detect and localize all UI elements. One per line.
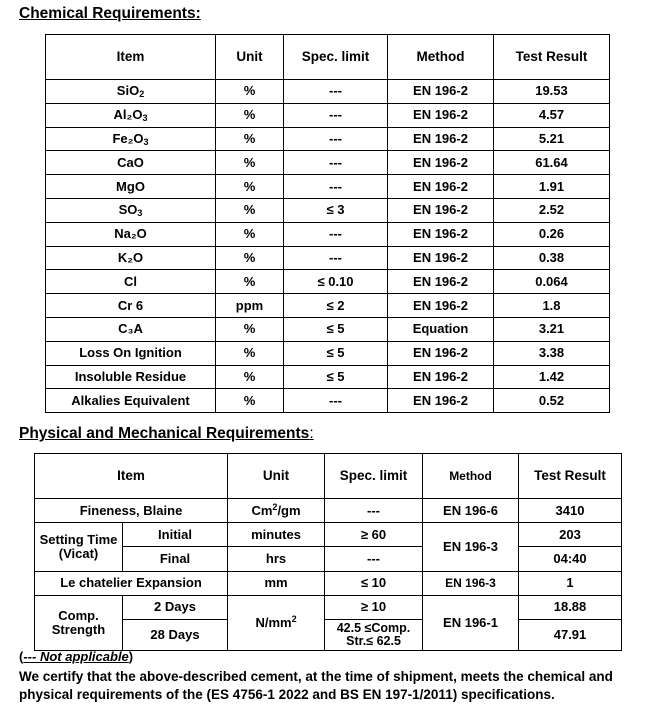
chem-spec-limit <box>284 198 388 222</box>
chem-test-result <box>494 341 610 365</box>
chem-test-result-text: 3.21 <box>538 321 565 337</box>
chem-test-result-text: 3.38 <box>538 345 565 361</box>
strength-28days-result: 47.91 <box>519 619 622 650</box>
chem-method-text: EN 196-2 <box>413 368 468 384</box>
header-item: Item <box>46 35 216 80</box>
table-row <box>35 595 622 619</box>
strength-unit-sup: 2 <box>291 613 297 624</box>
chem-test-result <box>494 222 610 246</box>
table-row <box>46 389 610 413</box>
chem-method <box>388 127 494 151</box>
physical-heading-text: Physical and Mechanical Requirements <box>19 425 310 442</box>
chem-spec-limit-text: --- <box>329 392 342 408</box>
chem-item <box>46 103 216 127</box>
certification-statement: We certify that the above-described cement, at the time of shipment, meets the chemical and physical requirements of the (ES 4756-1 2022 and BS EN 197-1/2011) specifications. <box>19 669 613 702</box>
chem-method-text: EN 196-2 <box>413 297 468 313</box>
chem-item-text: Cl <box>124 273 137 289</box>
table-row <box>46 246 610 270</box>
chem-unit-text: % <box>243 368 256 384</box>
chem-item-subscript: 3 <box>142 113 148 124</box>
physical-requirements-heading <box>19 425 314 443</box>
chem-method-text: EN 196-2 <box>413 202 468 218</box>
strength-2days-result: 18.88 <box>519 595 622 619</box>
table-row <box>35 571 622 595</box>
table-row <box>35 523 622 547</box>
table-row <box>46 175 610 199</box>
chem-method-text: EN 196-2 <box>413 392 468 408</box>
chem-item <box>46 341 216 365</box>
chem-test-result <box>494 198 610 222</box>
strength-28days-label: 28 Days <box>123 619 228 650</box>
chem-test-result <box>494 103 610 127</box>
chem-spec-limit-text: ≤ 5 <box>326 321 345 337</box>
chem-unit-text: % <box>243 202 256 218</box>
setting-method: EN 196-3 <box>423 523 519 571</box>
setting-final-label: Final <box>123 547 228 571</box>
fineness-unit <box>228 499 325 523</box>
table-row <box>35 499 622 523</box>
chem-test-result-text: 0.38 <box>538 249 565 265</box>
chem-unit-text: % <box>243 345 256 361</box>
chem-unit <box>216 294 284 318</box>
strength-28days-spec <box>325 619 423 650</box>
chem-unit <box>216 341 284 365</box>
chem-method <box>388 198 494 222</box>
chemical-header-row <box>46 35 610 80</box>
chem-spec-limit <box>284 246 388 270</box>
chem-unit-text: % <box>243 107 256 123</box>
header-spec-limit: Spec. limit <box>284 35 388 80</box>
chem-spec-limit <box>284 103 388 127</box>
chem-unit-text: % <box>243 130 256 146</box>
setting-initial-result: 203 <box>519 523 622 547</box>
chem-method-text: EN 196-2 <box>413 226 468 242</box>
chem-spec-limit <box>284 175 388 199</box>
chem-test-result <box>494 270 610 294</box>
chem-item-text: C₃A <box>118 321 143 337</box>
strength-unit <box>228 595 325 650</box>
fineness-spec: --- <box>325 499 423 523</box>
chem-spec-limit <box>284 317 388 341</box>
chem-unit <box>216 270 284 294</box>
chem-test-result <box>494 80 610 104</box>
chem-method <box>388 80 494 104</box>
chem-method-text: EN 196-2 <box>413 107 468 123</box>
chemical-requirements-table <box>45 34 610 413</box>
setting-final-result: 04:40 <box>519 547 622 571</box>
chem-method <box>388 175 494 199</box>
chem-unit <box>216 365 284 389</box>
phys-header-item: Item <box>35 454 228 499</box>
strength-2days-spec: ≥ 10 <box>325 595 423 619</box>
chem-unit <box>216 317 284 341</box>
chem-item-text: MgO <box>116 178 145 194</box>
chem-item <box>46 127 216 151</box>
chem-unit-text: ppm <box>235 297 264 313</box>
chem-spec-limit-text: --- <box>329 107 342 123</box>
chem-item <box>46 294 216 318</box>
chem-test-result <box>494 127 610 151</box>
table-row <box>46 198 610 222</box>
note-close-paren: ) <box>128 649 134 664</box>
chem-item-text: SiO <box>116 83 140 99</box>
chem-unit-text: % <box>243 249 256 265</box>
chem-unit <box>216 80 284 104</box>
chem-unit-text: % <box>243 321 256 337</box>
chem-item-text: Insoluble Residue <box>74 368 187 384</box>
chem-method-text: Equation <box>412 321 469 337</box>
chem-test-result-text: 1.91 <box>538 178 565 194</box>
chem-item <box>46 270 216 294</box>
table-row <box>46 80 610 104</box>
chem-unit-text: % <box>243 392 256 408</box>
chem-test-result-text: 19.53 <box>535 83 568 99</box>
chem-spec-limit-text: ≤ 5 <box>326 345 345 361</box>
note-open-paren: ( <box>19 649 24 664</box>
chem-spec-limit-text: ≤ 5 <box>326 368 345 384</box>
chem-spec-limit-text: --- <box>329 178 342 194</box>
chem-item-text: Alkalies Equivalent <box>71 392 190 408</box>
chem-method <box>388 246 494 270</box>
setting-final-unit: hrs <box>228 547 325 571</box>
chem-spec-limit <box>284 222 388 246</box>
chem-unit <box>216 127 284 151</box>
chem-spec-limit <box>284 341 388 365</box>
phys-header-unit: Unit <box>228 454 325 499</box>
chem-unit-text: % <box>243 154 256 170</box>
chem-method-text: EN 196-2 <box>413 345 468 361</box>
chem-test-result <box>494 246 610 270</box>
chem-unit-text: % <box>243 83 256 99</box>
table-row <box>35 547 622 571</box>
phys-header-test-result: Test Result <box>519 454 622 499</box>
chem-spec-limit <box>284 389 388 413</box>
chem-unit <box>216 151 284 175</box>
lechatelier-result: 1 <box>519 571 622 595</box>
table-row <box>46 222 610 246</box>
setting-final-spec: --- <box>325 547 423 571</box>
header-unit: Unit <box>216 35 284 80</box>
chem-spec-limit-text: --- <box>329 130 342 146</box>
chem-item-text: Na₂O <box>114 226 147 242</box>
chem-method <box>388 341 494 365</box>
chem-spec-limit <box>284 80 388 104</box>
table-row <box>46 294 610 318</box>
chem-item <box>46 246 216 270</box>
chem-item-subscript: 3 <box>143 136 149 147</box>
table-row <box>46 341 610 365</box>
chem-method-text: EN 196-2 <box>413 178 468 194</box>
chem-item <box>46 222 216 246</box>
chem-unit-text: % <box>243 226 256 242</box>
chem-spec-limit <box>284 127 388 151</box>
chem-test-result <box>494 389 610 413</box>
fineness-item: Fineness, Blaine <box>35 499 228 523</box>
chem-unit <box>216 222 284 246</box>
strength-28days-spec-line2: Str.≤ 62.5 <box>346 633 401 648</box>
chem-item-text: Fe₂O <box>112 130 144 146</box>
setting-initial-spec: ≥ 60 <box>325 523 423 547</box>
chem-item-subscript: 2 <box>139 89 145 100</box>
strength-2days-label: 2 Days <box>123 595 228 619</box>
chem-spec-limit-text: --- <box>329 226 342 242</box>
chem-method <box>388 270 494 294</box>
chem-test-result-text: 0.52 <box>538 392 565 408</box>
chem-spec-limit <box>284 294 388 318</box>
chem-method <box>388 365 494 389</box>
strength-28days-spec-line1: 42.5 ≤Comp. <box>336 620 411 635</box>
not-applicable-note <box>19 649 133 664</box>
fineness-method: EN 196-6 <box>423 499 519 523</box>
chem-item-text: K₂O <box>117 249 144 265</box>
chem-test-result <box>494 317 610 341</box>
chem-test-result <box>494 175 610 199</box>
table-row <box>46 127 610 151</box>
header-method: Method <box>388 35 494 80</box>
chemical-requirements-heading: Chemical Requirements: <box>19 5 201 22</box>
chem-method-text: EN 196-2 <box>413 273 468 289</box>
chem-item <box>46 175 216 199</box>
chem-unit <box>216 389 284 413</box>
table-row <box>46 365 610 389</box>
chem-test-result-text: 1.42 <box>538 368 565 384</box>
chem-spec-limit <box>284 151 388 175</box>
phys-header-spec-limit: Spec. limit <box>325 454 423 499</box>
chem-item <box>46 317 216 341</box>
chem-spec-limit <box>284 365 388 389</box>
setting-initial-label: Initial <box>123 523 228 547</box>
note-text: --- Not applicable <box>23 649 129 664</box>
chem-item-text: SO <box>118 202 138 218</box>
chem-item-subscript: 3 <box>137 208 143 219</box>
setting-time-group: Setting Time (Vicat) <box>35 523 123 571</box>
chem-item <box>46 198 216 222</box>
chem-method <box>388 389 494 413</box>
chem-test-result-text: 0.064 <box>535 273 568 289</box>
fineness-unit-base: Cm <box>251 502 273 518</box>
chem-test-result <box>494 365 610 389</box>
chem-test-result <box>494 151 610 175</box>
chem-spec-limit-text: --- <box>329 154 342 170</box>
chem-method <box>388 151 494 175</box>
chem-method <box>388 103 494 127</box>
phys-header-method: Method <box>423 454 519 499</box>
table-row <box>46 270 610 294</box>
chem-test-result-text: 2.52 <box>538 202 565 218</box>
chem-method-text: EN 196-2 <box>413 249 468 265</box>
setting-initial-unit: minutes <box>228 523 325 547</box>
chem-spec-limit-text: ≤ 3 <box>326 202 345 218</box>
chem-spec-limit-text: --- <box>329 249 342 265</box>
header-test-result: Test Result <box>494 35 610 80</box>
chem-item <box>46 389 216 413</box>
chem-unit <box>216 175 284 199</box>
fineness-result: 3410 <box>519 499 622 523</box>
physical-heading-colon: : <box>309 425 314 442</box>
chem-unit-text: % <box>243 178 256 194</box>
chem-unit <box>216 246 284 270</box>
chem-method <box>388 317 494 341</box>
physical-header-row <box>35 454 622 499</box>
chem-method <box>388 222 494 246</box>
table-row <box>46 103 610 127</box>
lechatelier-item: Le chatelier Expansion <box>35 571 228 595</box>
chem-spec-limit-text: --- <box>329 83 342 99</box>
chem-method <box>388 294 494 318</box>
table-row <box>46 317 610 341</box>
fineness-unit-sup: 2 <box>272 501 278 512</box>
table-row <box>35 619 622 650</box>
chem-test-result-text: 0.26 <box>538 226 565 242</box>
chem-spec-limit-text: ≤ 2 <box>326 297 345 313</box>
chem-unit-text: % <box>243 273 256 289</box>
chem-test-result-text: 5.21 <box>538 130 565 146</box>
chem-test-result-text: 4.57 <box>538 107 565 123</box>
chem-method-text: EN 196-2 <box>413 130 468 146</box>
chem-spec-limit <box>284 270 388 294</box>
physical-requirements-table <box>34 453 622 651</box>
chem-item-text: CaO <box>117 154 144 170</box>
lechatelier-unit: mm <box>228 571 325 595</box>
strength-method: EN 196-1 <box>423 595 519 650</box>
chem-item-text: Cr 6 <box>117 297 144 313</box>
lechatelier-method: EN 196-3 <box>423 571 519 595</box>
chem-test-result-text: 1.8 <box>542 297 561 313</box>
chem-spec-limit-text: ≤ 0.10 <box>317 273 354 289</box>
chem-method-text: EN 196-2 <box>413 83 468 99</box>
chem-unit <box>216 103 284 127</box>
chem-item-text: Loss On Ignition <box>79 345 182 361</box>
chem-item <box>46 365 216 389</box>
strength-unit-base: N/mm <box>255 614 292 630</box>
chem-item-text: Al₂O <box>113 107 143 123</box>
comp-strength-group: Comp. Strength <box>35 595 123 650</box>
chem-test-result <box>494 294 610 318</box>
fineness-unit-rest: /gm <box>277 502 301 518</box>
table-row <box>46 151 610 175</box>
chem-item <box>46 80 216 104</box>
lechatelier-spec: ≤ 10 <box>325 571 423 595</box>
chem-test-result-text: 61.64 <box>535 154 568 170</box>
chem-method-text: EN 196-2 <box>413 154 468 170</box>
chem-unit <box>216 198 284 222</box>
chem-item <box>46 151 216 175</box>
